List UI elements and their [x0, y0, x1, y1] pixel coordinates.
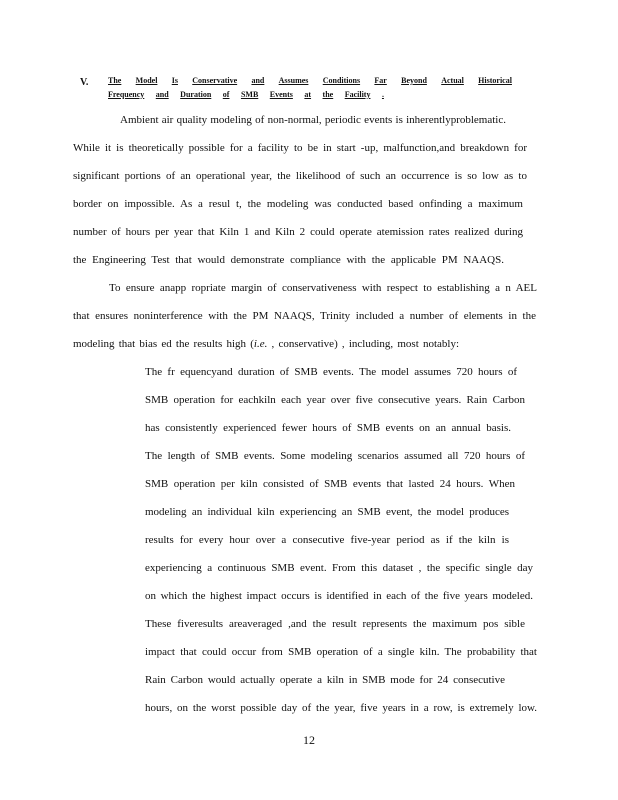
heading-word: of [222, 90, 230, 99]
heading-word: Model [135, 76, 158, 85]
bullet-1-line: The fr equencyand duration of SMB events. The model assumes 720 hours of [145, 366, 517, 378]
heading-word: the [322, 90, 334, 99]
section-number: V. [80, 77, 89, 88]
italic-abbreviation: i.e. [253, 338, 268, 350]
heading-word: and [155, 90, 169, 99]
bullet-1-line: SMB operation for eachkiln each year over five consecutive years. Rain Carbon [145, 394, 525, 406]
bullet-1-line: has consistently experienced fewer hours of SMB events on an annual basis. [145, 422, 511, 434]
heading-word: and [251, 76, 265, 85]
paragraph-1-line: number of hours per year that Kiln 1 and Kiln 2 could operate atemission rates realized during [73, 226, 523, 238]
section-heading-line-1 [108, 76, 512, 85]
page-number: 12 [303, 733, 315, 747]
bullet-2-line: impact that could occur from SMB operation of a single kiln. The probability that [145, 646, 537, 658]
bullet-2-line: SMB operation per kiln consisted of SMB events that lasted 24 hours. When [145, 478, 515, 490]
heading-word: Far [374, 76, 387, 85]
paragraph-1-line: significant portions of an operational year, the likelihood of such an occurrence is so low as to [73, 170, 527, 182]
paragraph-2-text: , conservative) , including, most notably: [267, 338, 459, 350]
heading-word: Facility [344, 90, 371, 99]
paragraph-2-text: modeling that bias ed the results high ( [73, 338, 254, 350]
bullet-2-line: on which the highest impact occurs is identified in each of the five years modeled. [145, 590, 533, 602]
heading-word: Is [171, 76, 178, 85]
heading-word: Assumes [278, 76, 309, 85]
paragraph-1-line: Ambient air quality modeling of non-normal, periodic events is inherentlyproblematic. [120, 114, 506, 126]
heading-word: Beyond [401, 76, 427, 85]
heading-word: Events [269, 90, 293, 99]
section-heading-line-2 [108, 90, 384, 99]
bullet-2-line: hours, on the worst possible day of the year, five years in a row, is extremely low. [145, 702, 537, 714]
bullet-marker [129, 448, 136, 464]
heading-word: The [108, 76, 122, 85]
heading-word: SMB [240, 90, 259, 99]
heading-word: . [381, 90, 384, 99]
paragraph-2-line: that ensures noninterference with the PM NAAQS, Trinity included a number of elements in the [73, 310, 536, 322]
bullet-2-line: modeling an individual kiln experiencing an SMB event, the model produces [145, 506, 509, 518]
bullet-2-line: These fiveresults areaveraged ,and the result represents the maximum pos sible [145, 618, 525, 630]
heading-word: Historical [478, 76, 512, 85]
paragraph-1-line: border on impossible. As a resul t, the modeling was conducted based onfinding a maximum [73, 198, 523, 210]
bullet-2-line: Rain Carbon would actually operate a kiln in SMB mode for 24 consecutive [145, 674, 505, 686]
heading-word: Conditions [322, 76, 361, 85]
heading-word: Duration [180, 90, 212, 99]
bullet-marker [129, 364, 136, 380]
bullet-2-line: The length of SMB events. Some modeling scenarios assumed all 720 hours of [145, 450, 525, 462]
paragraph-1-line: the Engineering Test that would demonstrate compliance with the applicable PM NAAQS. [73, 254, 504, 266]
paragraph-2-line [73, 336, 459, 352]
bullet-2-line: experiencing a continuous SMB event. From this dataset , the specific single day [145, 562, 533, 574]
heading-word: at [304, 90, 312, 99]
heading-word: Actual [441, 76, 464, 85]
heading-word: Frequency [108, 90, 145, 99]
paragraph-1-line: While it is theoretically possible for a facility to be in start -up, malfunction,and breakdown for [73, 142, 527, 154]
paragraph-2-line: To ensure anapp ropriate margin of conservativeness with respect to establishing a n AEL [109, 282, 537, 294]
bullet-2-line: results for every hour over a consecutive five-year period as if the kiln is [145, 534, 509, 546]
heading-word: Conservative [192, 76, 238, 85]
